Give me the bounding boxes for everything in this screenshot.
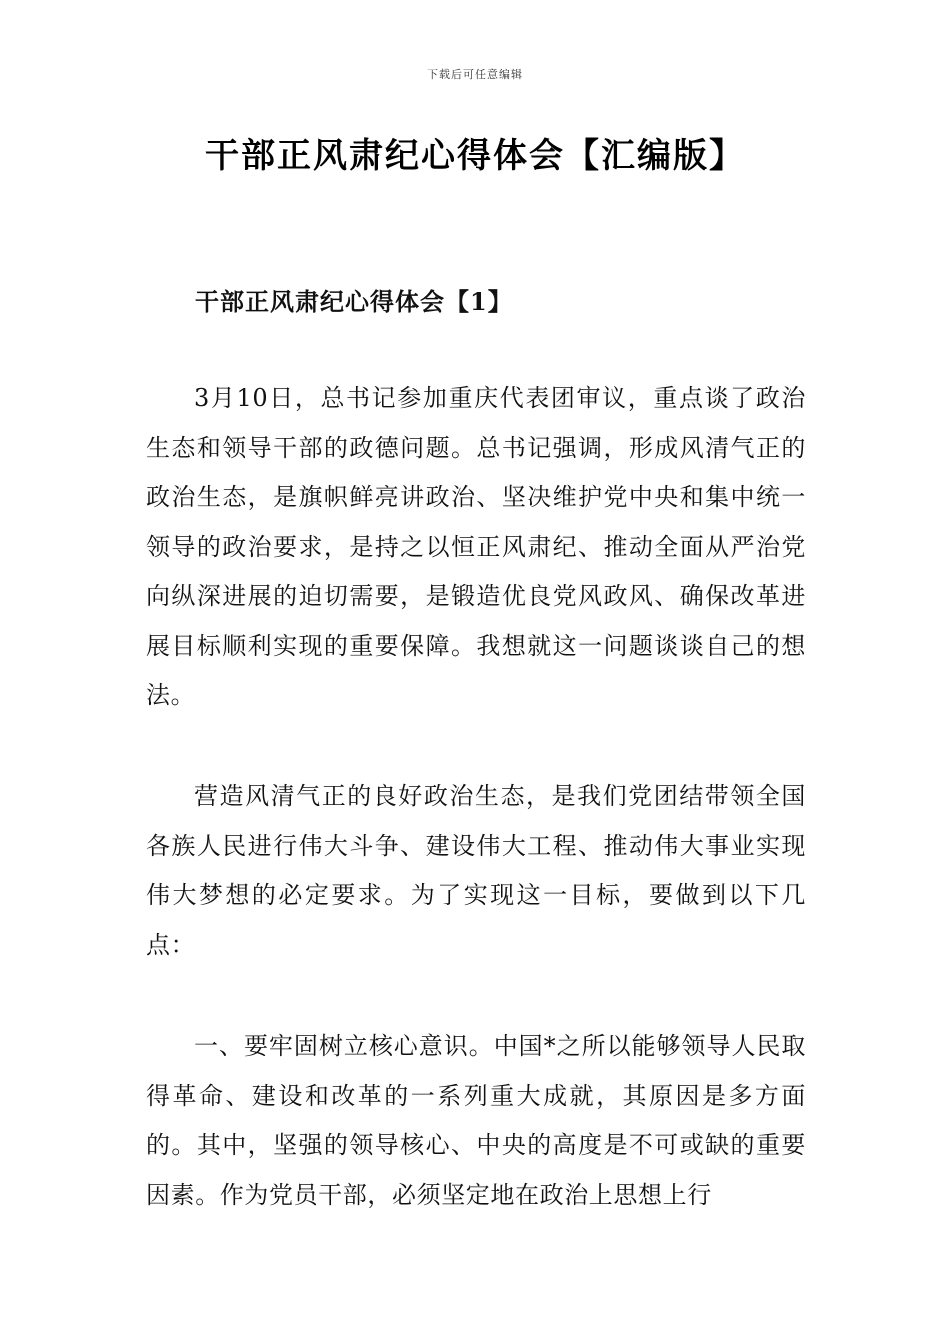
document-title: 干部正风肃纪心得体会【汇编版】: [205, 136, 745, 176]
page-header-note: 下载后可任意编辑: [427, 68, 523, 81]
body-paragraph-1: 3月10日，总书记参加重庆代表团审议，重点谈了政治生态和领导干部的政德问题。总书记强调，形成风清气正的政治生态，是旗帜鲜亮讲政治、坚决维护党中央和集中统一领导的政治要求，是持之以恒正风肃纪、推动全面从严治党向纵深进展的迫切需要，是锻造优良党风政风、确保改革进展目标顺利实现的重要保障。我想就这一问题谈谈自己的想法。: [146, 384, 806, 709]
body-paragraph-2: 营造风清气正的良好政治生态，是我们党团结带领全国各族人民进行伟大斗争、建设伟大工程、推动伟大事业实现伟大梦想的必定要求。为了实现这一目标，要做到以下几点：: [146, 782, 806, 959]
body-paragraph-3: 一、要牢固树立核心意识。中国*之所以能够领导人民取得革命、建设和改革的一系列重大成就，其原因是多方面的。其中，坚强的领导核心、中央的高度是不可或缺的重要因素。作为党员干部，必须坚定地在政治上思想上行: [146, 1032, 806, 1209]
section-heading: 干部正风肃纪心得体会【1】: [195, 287, 513, 316]
